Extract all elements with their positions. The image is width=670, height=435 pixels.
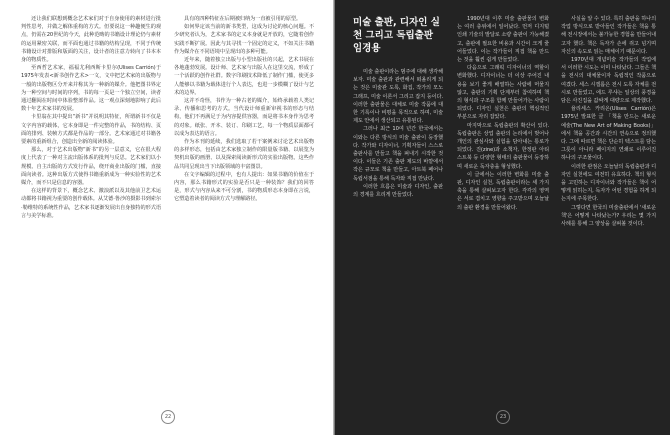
paragraph: 在这样的背景下，概念艺术、激浪派以及其他前卫艺术运动都将书籍视为重要的创作载体。从艾德·鲁沙的摄影书到索尔·勒维特的系统性作品，艺术家书逐渐发展出自身独特的形式语言与美学标准。 bbox=[21, 188, 161, 219]
paragraph: 그렇다면 한국의 미술출판에서 '새로운 책'은 어떻게 나타났는가? 우리는 몇 가지 사례를 통해 그 양상을 살펴볼 것이다. bbox=[561, 204, 656, 228]
paragraph: 이러한 관점은 오늘날의 독립출판과 디자인 실천에도 여전히 유효하다. 책의 형식을 고민하는 디자이너와 작가들은 책이 어떻게 읽히는지, 독자가 어떤 경험을 하게 되는지에 주목한다. bbox=[561, 163, 656, 203]
paragraph: 그러나 최근 10여 년간 한국에서는 이와는 다른 방식의 미술 출판이 등장했다. 작가와 디자이너, 기획자들이 스스로 출판사를 만들고 책을 펴내기 시작한 것이다. 이들은 기존 출판 제도의 바깥에서 작은 규모로 책을 만들고, 아트북 페어나 독립서점을 통해 독자와 직접 만났다. bbox=[353, 126, 443, 182]
paragraph: 这并不奇怪，书作为一种古老的媒介，始终承载着人类记录、传播和思考的方式。当代设计师重新审视书的形态与结构，他们不再满足于为内容提供容器，而是将书本身作为思考的对象。纸张、开本、装订、印刷工艺，每一个物质层面都可以成为表达的语言。 bbox=[174, 98, 314, 137]
paragraph: 如何界定该当前的新书类型，这成为讨论的核心问题。不少研究者认为，艺术家书的定义本身就是开放的，它随着创作实践不断扩展。因此与其寻找一个固定的定义，不如关注书籍作为媒介在不同语境中呈现出的多种可能。 bbox=[174, 24, 314, 55]
right-column-1 bbox=[353, 68, 443, 413]
paragraph: 至西哲艺术家，福福尤利西斯卡里尔(Ulises Carrión)于1975年发表<新书创作艺术>一文，文中把艺术家的出版物与一般的出版物区分开来并称其为一种新的媒介。他把图书界定为一种空间与时间的序列，书的每一页是一个独立空间，读者通过翻阅在时间中体验整部作品。这一观点深刻地影响了此后数十年艺术家书的发展。 bbox=[21, 65, 161, 113]
paragraph: 卡里翁在其中提出“新书”并说明其特征，所谓新书不仅是文字内容的载体，它本身即是一件完整的作品，书的结构、页面的排列、装帧方式都是作品的一部分。艺术家通过对书籍各要素的重新组合，创造出全新的阅读体验。 bbox=[21, 114, 161, 146]
right-page bbox=[335, 0, 670, 435]
article-author: 임경용 bbox=[353, 43, 381, 54]
paragraph: 1970년대 개념미술 작가들의 작업에서 이러한 시도는 이미 나타났다. 그들은 책을 전시의 대체물이자 독립적인 작품으로 여겼다. 세스 시겔롭은 전시 도록 자체를 전시로 만들었고, 에드 루샤는 일상의 풍경을 담은 사진집을 값싸게 대량으로 제작했다. bbox=[561, 57, 656, 105]
page-number-left: 22 bbox=[161, 410, 175, 424]
paragraph: 사실을 알 수 있다. 특히 출판을 하나의 작업 방식으로 받아들인 작가들은 책을 통해 전시장에서는 불가능한 경험을 만들어내고자 했다. 책은 독자가 손에 쥐고 넘기며 자신의 속도로 읽는 매체이기 때문이다. bbox=[561, 16, 656, 55]
article-title: 미술 출판, 디자인 실천 그리고 독립출판 bbox=[353, 17, 440, 41]
paragraph: 이러한 흐름은 미술과 디자인, 출판의 경계를 흐리게 만들었다. bbox=[353, 183, 443, 199]
paragraph: 那么，对于艺术出版物“新书”的另一层意义，它在很大程度上代表了一种对主流出版体系的批判与反思。艺术家们以小规模、自主出版的方式发行作品，绕开商业出版的门槛，直接面向读者。这种出版方式使得书籍重新成为一种实验性的艺术媒介，而不只是信息的容器。 bbox=[21, 147, 161, 187]
right-column-3 bbox=[561, 15, 656, 415]
left-column-2 bbox=[174, 15, 314, 415]
paragraph: 作为本刊的延续，我们选取了若干案例来讨论艺术出版物的多样形态，包括由艺术家独立制作的限量版书籍、以展览为契机出版的画册、以及探索阅读新形式的实验出版物。这些作品共同呈现出当下出版领域的丰富图景。 bbox=[174, 139, 314, 170]
paragraph: 具有的四种特征在后期被归纳为一直被引用的原型。 bbox=[184, 16, 302, 22]
paragraph: 마지막으로 독립출판의 확산이 있다. 독립출판은 상업 출판의 논리에서 벗어나 개인의 관심사와 실험을 담아내는 통로가 되었다. 진(zine)과 소책자, 한정판 아티스트북 등 다양한 형태의 출판물이 등장하며 새로운 독자층을 형성했다. bbox=[457, 122, 549, 170]
paragraph: 1990년대 이후 미술 출판물의 변화는 여러 층위에서 일어났다. 먼저 디지털 인쇄 기술의 발달로 소량 출판이 가능해졌고, 출판에 필요한 비용과 시간이 크게 줄어들었다. 이는 작가들이 직접 책을 만드는 것을 훨씬 쉽게 만들었다. bbox=[457, 16, 549, 64]
paragraph: 이 글에서는 이러한 변화를 미술 출판, 디자인 실천, 독립출판이라는 세 가지 축을 통해 살펴보고자 한다. 각각의 영역은 서로 겹치고 영향을 주고받으며 오늘날의 출판 환경을 만들어왔다. bbox=[457, 171, 549, 211]
paragraph: 미술 출판이라는 범주에 대해 생각해보자. 미술 출판과 관련해서 떠올리게 되는 것은 미술관 도록, 화집, 작가의 모노그래프, 미술 이론서 그리고 잡지 등이다. 이러한 출판물은 대체로 미술 작품에 대한 기록이나 비평을 목적으로 하며, 미술 제도 안에서 생산되고 유통된다. bbox=[353, 69, 443, 125]
paragraph: 율리세스 카리온(Ulises Carrión)은 1975년 발표한 글 「책을 만드는 새로운 예술(The New Art of Making Books)」에서 책을 공간과 시간의 연속으로 정의했다. 그에 따르면 책은 단순히 텍스트를 담는 그릇이 아니라 페이지의 연쇄로 이루어진 하나의 구조물이다. bbox=[561, 106, 656, 162]
page-number-right: 23 bbox=[496, 410, 510, 424]
paragraph: 还让我们联想到概念艺术家们对于自身使用的素材进行批判性思考，并做之解体重构的方式。但要说这一种趣便生的观点，仍需在20世纪的今天，此种范畴的书籍设计理论仍与素材的运用紧密关联，而平面也通过书籍的结构呈现，不同于传统书籍设计对排版和版面的关注，设计者的注意力转向了书本本身的物质性。 bbox=[21, 16, 161, 64]
paragraph: 近年来，随着独立出版与小型出版社的兴起，艺术书展在各地蓬勃发展。设计师、艺术家与出版人在这里交流，形成了一个活跃的创作社群。数字印刷技术降低了制作门槛，使更多人能够以书籍为载体进行个人表达，也进一步模糊了设计与艺术的边界。 bbox=[174, 57, 314, 96]
right-column-2 bbox=[457, 15, 549, 415]
paragraph: 在文字编辑的过程中，也有人提出：如果书籍的价值在于内容，那么书籍形式的实验是否只是一种装饰？我们的回答是，形式与内容从来不可分割，书的物质形态本身即在言说，它塑造着读者的阅读方式与理解路径。 bbox=[174, 171, 314, 203]
paragraph: 다음으로 그래픽 디자이너의 역할이 변화했다. 디자이너는 더 이상 주어진 내용을 보기 좋게 배열하는 사람에 머물지 않고, 출판의 기획 단계부터 참여하며 책의 형식과 구조를 함께 만들어가는 사람이 되었다. 디자인 실천은 출판의 핵심적인 부분으로 자리 잡았다. bbox=[457, 65, 549, 121]
left-column-1 bbox=[21, 15, 161, 415]
